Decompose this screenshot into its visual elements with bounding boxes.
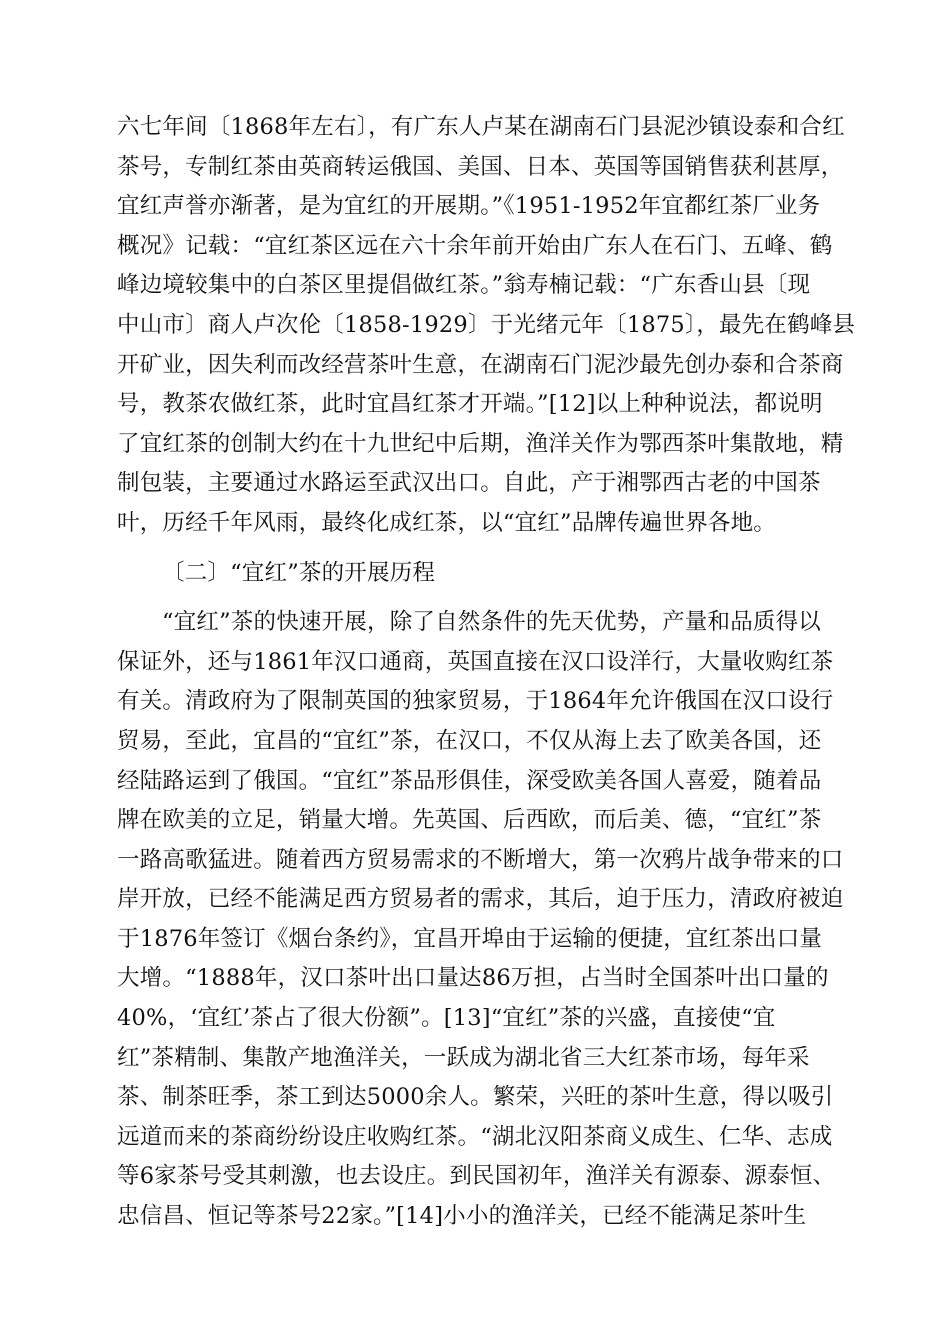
text-line: 贸易，至此，宜昌的“宜红”茶，在汉口，不仅从海上去了欧美各国，还 [117,727,822,754]
text-line: 等6家茶号受其刺激，也去设庄。到民国初年，渔洋关有源泰、源泰恒、 [117,1163,836,1190]
text-line: 概况》记载：“宜红茶区远在六十余年前开始由广东人在石门、五峰、鹤 [117,232,833,259]
text-line: “宜红”茶的快速开展，除了自然条件的先天优势，产量和品质得以 [162,609,822,636]
document-page [117,108,856,1237]
text-line: 宜红声誉亦渐著，是为宜红的开展期。”《1951-1952年宜都红茶厂业务 [117,193,821,220]
text-line: 号，教茶农做红茶，此时宜昌红茶才开端。”[12]以上种种说法，都说明 [117,391,823,418]
text-line: 远道而来的茶商纷纷设庄收购红茶。“湖北汉阳茶商义成生、仁华、志成 [117,1123,833,1150]
text-line: 叶，历经千年风雨，最终化成红茶，以“宜红”品牌传遍世界各地。 [117,509,777,536]
text-line: 茶、制茶旺季，茶工到达5000余人。繁荣，兴旺的茶叶生意，得以吸引 [117,1084,834,1111]
text-line: 于1876年签订《烟台条约》，宜昌开埠由于运输的便捷，宜红茶出口量 [117,925,823,952]
text-line: 经陆路运到了俄国。“宜红”茶品形俱佳，深受欧美各国人喜爱，随着品 [117,767,822,794]
text-line: 红”茶精制、集散产地渔洋关，一跃成为湖北省三大红茶市场，每年采 [117,1044,810,1071]
text-line: 有关。清政府为了限制英国的独家贸易，于1864年允许俄国在汉口设行 [117,688,834,715]
text-line: 了宜红茶的创制大约在十九世纪中后期，渔洋关作为鄂西茶叶集散地，精 [117,430,844,457]
text-line: 忠信昌、恒记等茶号22家。”[14]小小的渔洋关，已经不能满足茶叶生 [117,1203,807,1230]
text-line: 中山市〕商人卢次伦〔1858-1929〕于光绪元年〔1875〕，最先在鹤峰县 [117,311,856,338]
text-line: 一路高歌猛进。随着西方贸易需求的不断增大，第一次鸦片战争带来的口 [117,846,844,873]
paragraph-origin [117,108,856,544]
section-heading: 〔二〕“宜红”茶的开展历程 [162,559,436,586]
text-line: 茶号，专制红茶由英商转运俄国、美国、日本、英国等国销售获利甚厚， [117,153,844,180]
text-line: 保证外，还与1861年汉口通商，英国直接在汉口设洋行，大量收购红茶 [117,648,834,675]
text-line: 六七年间〔1868年左右〕，有广东人卢某在湖南石门县泥沙镇设泰和合红 [117,114,845,140]
text-line: 岸开放，已经不能满足西方贸易者的需求，其后，迫于压力，清政府被迫 [117,886,844,913]
paragraph-development [117,603,844,1237]
text-line: 制包装，主要通过水路运至武汉出口。自此，产于湘鄂西古老的中国茶 [117,470,821,497]
text-line: 40%，‘宜红’茶占了很大份额”。[13]“宜红”茶的兴盛，直接使“宜 [117,1005,776,1032]
text-line: 开矿业，因失利而改经营茶叶生意，在湖南石门泥沙最先创办泰和合茶商 [117,351,844,378]
text-line: 大增。“1888年，汉口茶叶出口量达86万担，占当时全国茶叶出口量的 [117,965,829,992]
text-line: 牌在欧美的立足，销量大增。先英国、后西欧，而后美、德，“宜红”茶 [117,807,822,834]
text-line: 峰边境较集中的白茶区里提倡做红茶。”翁寿楠记载：“广东香山县〔现 [117,272,811,299]
